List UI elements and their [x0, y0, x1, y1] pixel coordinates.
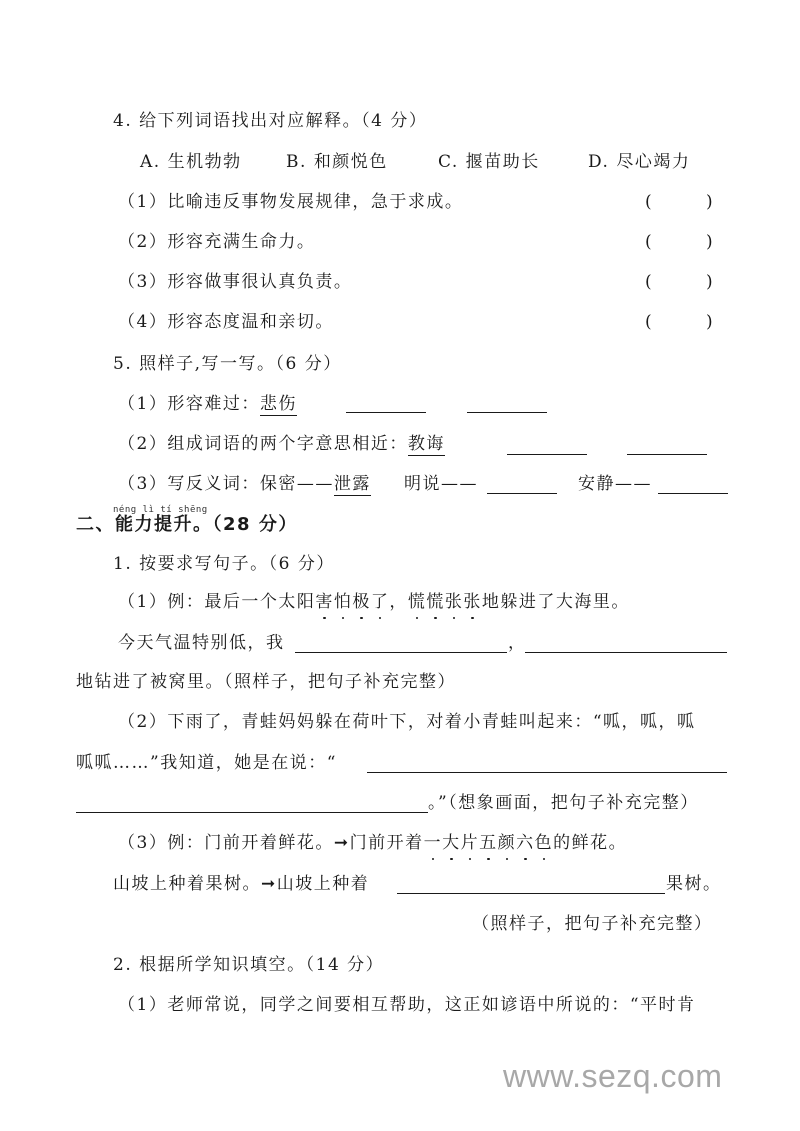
s2-q1-item3-hint: （照样子，把句子补充完整）: [472, 914, 713, 934]
item-number: （1）: [118, 592, 168, 612]
emphasis-char: 怕: [333, 592, 353, 612]
item-prompt: 形容难过：: [167, 394, 260, 414]
item-number: （1）: [118, 995, 168, 1015]
example-word: 教诲: [407, 434, 445, 454]
s2-q1-item3-example: [118, 832, 627, 854]
item-number: （3）: [118, 474, 168, 494]
q5-3-blank-1[interactable]: [487, 475, 557, 494]
item-prompt: 写反义词：: [167, 474, 260, 494]
q4-option-b: [286, 151, 438, 173]
emphasis-char: 六: [516, 833, 535, 853]
emphasis-char: 张: [463, 592, 482, 612]
antonym-word: 保密——: [259, 474, 334, 494]
q4-option-a: [140, 151, 286, 173]
answer-close-paren: ): [706, 312, 713, 332]
option-text: 揠苗助长: [465, 152, 540, 172]
item-text: 形容充满生命力。: [167, 232, 316, 252]
answer-open-paren: (: [645, 192, 652, 212]
item-number: （4）: [118, 312, 168, 332]
s2-q1-item3-line1-end: 果树。: [666, 874, 722, 894]
example-word: 悲伤: [259, 394, 297, 414]
answer-slot-4[interactable]: [660, 311, 705, 333]
answer-open-paren: (: [645, 272, 652, 292]
item-text: 老师常说，同学之间要相互帮助，这正如谚语中所说的：“平时肯: [167, 995, 696, 1015]
s2-q2-item1: [118, 994, 696, 1016]
option-text: 生机勃勃: [167, 152, 242, 172]
answer-open-paren: (: [645, 232, 652, 252]
antonym-word-2: 明说——: [404, 474, 478, 494]
item-number: （1）: [118, 192, 168, 212]
s2-q1-item3-blank[interactable]: [397, 875, 665, 894]
section-2-title: 二、能力提升。（28 分）: [76, 514, 298, 535]
q4-option-c: [438, 151, 588, 173]
s2-q1-item1-blank-1[interactable]: [295, 634, 507, 653]
q4-title: 4. 给下列词语找出对应解释。（4 分）: [113, 111, 428, 131]
answer-slot-1[interactable]: [660, 191, 705, 213]
q5-item-3: [118, 473, 371, 495]
emphasis-char: 慌: [426, 592, 445, 612]
q4-item-1: [118, 191, 463, 213]
example-text: 地躲进了大海里。: [481, 592, 630, 612]
q5-3-blank-2[interactable]: [658, 475, 728, 494]
emphasis-char: 颜: [497, 833, 517, 853]
q5-item-2: [118, 433, 445, 455]
option-text: 和颜悦色: [313, 152, 388, 172]
s2-q1-item1-blank-2[interactable]: [525, 634, 727, 653]
answer-slot-2[interactable]: [660, 231, 705, 253]
s2-q1-item1-example: [118, 591, 630, 613]
emphasis-char: 色: [534, 833, 554, 853]
item-text: 形容态度温和亲切。: [167, 312, 334, 332]
emphasis-char: 大: [442, 833, 461, 853]
item-number: （2）: [118, 434, 168, 454]
q5-title: 5. 照样子,写一写。（6 分）: [113, 354, 342, 374]
q5-1-blank-2[interactable]: [467, 394, 547, 413]
option-letter: D.: [588, 152, 610, 172]
q5-2-blank-2[interactable]: [627, 436, 707, 455]
answer-slot-3[interactable]: [660, 271, 705, 293]
item-number: （1）: [118, 394, 168, 414]
s2-q1-item2-line1: [118, 711, 696, 733]
option-letter: B.: [286, 152, 307, 172]
s2-q1-item1-line2: 地钻进了被窝里。（照样子，把句子补充完整）: [76, 672, 456, 692]
emphasis-char: 害: [315, 592, 334, 612]
answer-close-paren: ): [706, 192, 713, 212]
q5-2-blank-1[interactable]: [507, 436, 587, 455]
emphasis-char: 片: [460, 833, 480, 853]
antonym-word-3: 安静——: [578, 474, 652, 494]
q4-options: [140, 151, 690, 173]
item-text: 形容做事很认真负责。: [167, 272, 353, 292]
answer-close-paren: ): [706, 232, 713, 252]
s2-q2-title: 2. 根据所学知识填空。（14 分）: [113, 955, 385, 975]
q4-item-4: [118, 311, 334, 333]
emphasis-char: 极: [352, 592, 371, 612]
item-number: （2）: [118, 232, 168, 252]
emphasis-char: 了: [370, 592, 390, 612]
emphasis-char: 一: [423, 833, 443, 853]
section-pinyin: néng lì tí shēng: [113, 505, 208, 515]
s2-q1-item2-blank-1[interactable]: [367, 754, 727, 773]
s2-q1-item2-line3: 。”（想象画面，把句子补充完整）: [428, 793, 699, 813]
option-letter: A.: [140, 152, 161, 172]
item-text: 下雨了，青蛙妈妈躲在荷叶下，对着小青蛙叫起来：“呱，呱，呱: [167, 712, 696, 732]
answer-open-paren: (: [645, 312, 652, 332]
comma: ，: [508, 633, 527, 653]
item-number: （3）: [118, 833, 168, 853]
s2-q1-item2-blank-2[interactable]: [76, 794, 428, 813]
example-text: 例：门前开着鲜花。➞门前开着: [167, 833, 424, 853]
answer-close-paren: ): [706, 272, 713, 292]
item-text: 比喻违反事物发展规律，急于求成。: [167, 192, 464, 212]
example-text: 的鲜花。: [553, 833, 628, 853]
s2-q1-item3-line1: 山坡上种着果树。➞山坡上种着: [113, 874, 370, 894]
emphasis-char: 张: [444, 592, 464, 612]
s2-q1-item2-line2: 呱呱……”我知道，她是在说：“: [76, 753, 337, 773]
example-text: ，: [389, 592, 408, 612]
item-number: （2）: [118, 712, 168, 732]
item-prompt: 组成词语的两个字意思相近：: [167, 434, 408, 454]
option-text: 尽心竭力: [616, 152, 691, 172]
option-letter: C.: [438, 152, 459, 172]
q4-item-2: [118, 231, 315, 253]
q4-option-d: [588, 151, 690, 173]
emphasis-char: 慌: [407, 592, 427, 612]
item-number: （3）: [118, 272, 168, 292]
watermark: www.sezq.com: [503, 1058, 723, 1094]
example-text: 例：最后一个太阳: [167, 592, 316, 612]
q5-1-blank-1[interactable]: [346, 394, 426, 413]
s2-q1-item1-line1: 今天气温特别低，我: [118, 633, 285, 653]
antonym-example: 泄露: [333, 474, 371, 494]
emphasis-char: 五: [479, 833, 498, 853]
q5-item-1: [118, 393, 297, 415]
q4-item-3: [118, 271, 352, 293]
s2-q1-title: 1. 按要求写句子。（6 分）: [113, 554, 335, 574]
